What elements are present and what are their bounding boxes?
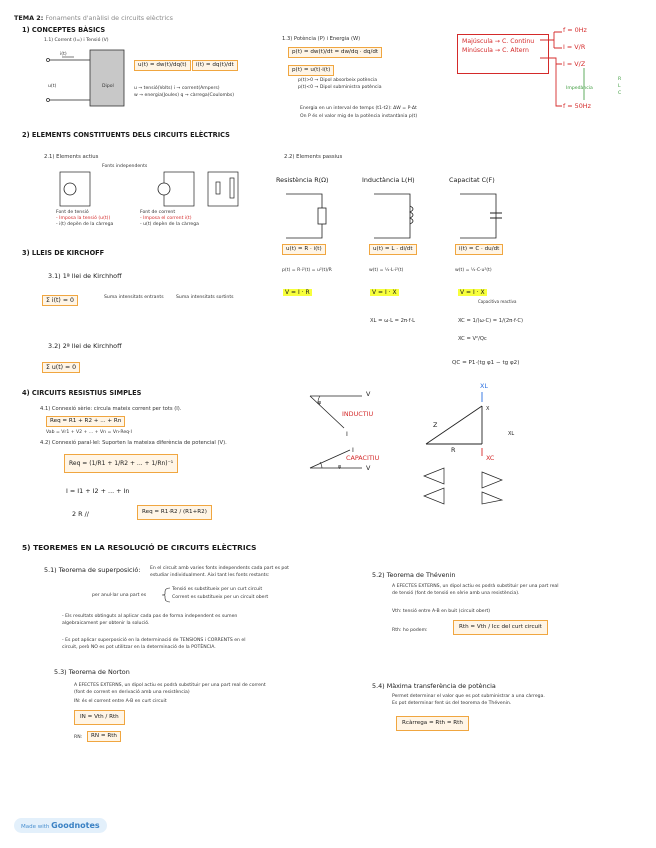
superposition-note-2: algebraicament per obtenir la solució.	[62, 621, 150, 626]
power-box: p(t) = dw(t)/dt = dw/dq · dq/dt	[288, 47, 382, 58]
superposition-lead: per anul·lar una part es	[92, 593, 147, 598]
series-box: Req = R1 + R2 + ... + Rn	[46, 416, 125, 427]
section-2-heading: 2) ELEMENTS CONSTITUENTS DELS CIRCUITS ELÈCTRICS	[22, 131, 230, 139]
resistance-ohm-highlight: V = I · R	[285, 289, 310, 296]
ac-dc-mnemonic-box	[457, 34, 549, 74]
xl-formula: XL = ω·L = 2π·f·L	[370, 318, 416, 324]
norton-title: 5.3) Teorema de Norton	[54, 668, 130, 676]
made-with-text: Made with	[21, 824, 50, 830]
mnemonic-r4: Impedància	[566, 86, 593, 91]
current-source-note-2: - u(t) depèn de la càrrega	[140, 222, 199, 227]
capacitance-title: Capacitat C(F)	[449, 176, 495, 184]
title-prefix: TEMA 2:	[14, 14, 44, 22]
dipol-diagram	[40, 48, 130, 108]
formula-u-box: u(t) = dw(t)/dq(t)	[134, 60, 191, 71]
voltage-source-note-1: - Imposa la tensió (u(t))	[56, 216, 111, 221]
voltage-source-title: Font de tensió	[56, 210, 89, 215]
impedance-triangle	[418, 392, 528, 512]
inductance-title: Inductància L(H)	[362, 176, 415, 184]
superposition-note-1: - Els resultats obtinguts al aplicar cada pas de forma independent es sumen	[62, 614, 238, 619]
kirchhoff-1-text-1: Suma intensitats entrants	[104, 295, 164, 300]
qc-formula: QC = P1·(tg φ1 − tg φ2)	[452, 360, 520, 366]
power-title: 1.3) Potència (P) i Energia (W)	[282, 36, 361, 42]
power-note-2: p(t)<0 → Dipol subministra potència	[298, 85, 382, 90]
max-power-box: Rcàrrega = Rth = Rth	[396, 716, 469, 731]
current-source-title: Font de corrent	[140, 210, 176, 215]
two-resistors-box: Req = R1·R2 / (R1+R2)	[137, 505, 212, 520]
power-box-2: p(t) = u(t)·i(t)	[288, 65, 334, 76]
capacitive-label: CAPACITIU	[346, 454, 380, 462]
capacitance-note: Capacitiva reactiva	[478, 299, 517, 304]
thevenin-vth: Vth: tensió entre A-B en buit (circuit obert)	[392, 609, 491, 614]
mnemonic-rlc: R L C	[618, 77, 622, 96]
capacitance-energy: w(t) = ½·C·u²(t)	[455, 268, 492, 273]
units-legend-2: w → energia(Joules) q → càrrega(Coulombs)	[134, 93, 235, 98]
section-5-heading: 5) TEOREMES EN LA RESOLUCIÓ DE CIRCUITS ELÈCTRICS	[22, 543, 257, 552]
mnemonic-r2: I = V/R	[563, 43, 586, 51]
inductance-formula-box: u(t) = L · di/dt	[369, 244, 417, 255]
xc-formula-2: XC = V²/Qc	[458, 336, 487, 342]
dipol-label: Dipol	[102, 84, 114, 89]
norton-in-box: IN = Vth / Rth	[74, 710, 125, 725]
superposition-a: Tensió es substitueix per un curt circuit	[172, 587, 263, 592]
v-capacitive: V	[366, 464, 371, 472]
inductive-label: INDUCTIU	[342, 410, 374, 418]
thevenin-line-2: de tensió (font de tensió en sèrie amb una resistència).	[392, 591, 520, 596]
parallel-box: Req = (1/R1 + 1/R2 + ... + 1/Rn)⁻¹	[64, 454, 178, 473]
norton-line-2: (font de corrent en derivació amb una resistència)	[74, 690, 190, 695]
capacitance-formula-box: i(t) = C · du/dt	[455, 244, 503, 255]
superposition-desc-2: estudiar individualment. Així tant les fonts restants:	[150, 573, 270, 578]
section-1-1-sub: 1.1) Corrent (I=) i Tensió (V)	[44, 38, 109, 43]
x-label: X	[486, 406, 490, 412]
mnemonic-line-2: Minúscula → C. Altern	[462, 47, 529, 54]
resistance-formula-box: u(t) = R · i(t)	[282, 244, 326, 255]
indep-sources-label: Fonts independents	[102, 164, 148, 169]
i-capacitive: I	[352, 446, 354, 454]
active-elements-title: 2.1) Elements actius	[44, 154, 99, 160]
two-resistors-label: 2 R //	[72, 510, 89, 518]
current-source-note-1: - Imposa el corrent i(t)	[140, 216, 192, 221]
norton-in: IN: és el corrent entre A-B en curt circuit	[74, 699, 167, 704]
thevenin-line-1: A EFECTES EXTERNS, un dipol actiu es podrà substituir per una part real	[392, 584, 559, 589]
energy-line-2: On P és el valor mig de la potència instantània p(t)	[300, 114, 418, 119]
parallel-title: 4.2) Connexió paral·lel: Suporten la mateixa diferència de potencial (V).	[40, 440, 227, 446]
units-legend-1: u → tensió(Volts) i → corrent(Ampers)	[134, 86, 220, 91]
series-voltage: Vab = Vr1 + V2 + ... + Vn = Vn·Req·I	[46, 430, 132, 435]
thevenin-rth-box: Rth = Vth / Icc del curt circuit	[453, 620, 548, 635]
superposition-note-3: - Es pot aplicar superposició en la determinació de TENSIONS i CORRENTS en el	[62, 638, 246, 643]
max-power-title: 5.4) Màxima transferència de potència	[372, 682, 496, 690]
v-inductive: V	[366, 390, 371, 398]
max-power-line-2: Es pot determinar fent ús del teorema de Thévenin.	[392, 701, 512, 706]
power-note-1: p(t)>0 → Dipol absorbeix potència	[298, 78, 378, 83]
resistance-power: p(t) = R·i²(t) = u²(t)/R	[282, 268, 332, 273]
passive-elements-diagram	[282, 188, 542, 244]
r-label: R	[451, 446, 456, 454]
formula-i-box: i(t) = dq(t)/dt	[192, 60, 238, 71]
z-label: Z	[433, 421, 438, 429]
energy-line-1: Energia en un interval de temps (t1-t2): ΔW = P·Δt	[300, 106, 417, 111]
section-3-heading: 3) LLEIS DE KIRCHOFF	[22, 249, 105, 257]
goodnotes-badge	[14, 818, 107, 833]
superposition-brace	[162, 587, 172, 603]
xc-label: XC	[486, 454, 495, 462]
goodnotes-brand: Goodnotes	[51, 821, 100, 830]
inductance-energy: w(t) = ½·L·i²(t)	[369, 268, 404, 273]
xl-label: XL	[480, 382, 488, 390]
norton-rn-label: RN:	[74, 735, 83, 740]
capacitance-ohm-highlight: V = I · X	[460, 289, 485, 296]
section-4-heading: 4) CIRCUITS RESISTIUS SIMPLES	[22, 389, 142, 397]
i-inductive: I	[346, 430, 348, 438]
thevenin-title: 5.2) Teorema de Thévenin	[372, 571, 456, 579]
thevenin-rth-label: Rth: ho podem:	[392, 628, 428, 633]
norton-rn-box: RN = Rth	[87, 731, 121, 742]
mnemonic-arrows	[540, 28, 600, 112]
passive-elements-title: 2.2) Elements passius	[284, 154, 343, 160]
xl-label-2: XL	[508, 431, 515, 437]
voltage-source-note-2: - i(t) depèn de la càrrega	[56, 222, 114, 227]
mnemonic-r3: I = V/Z	[563, 60, 586, 68]
max-power-line-1: Permet determinar el valor que es pot subministrar a una càrrega.	[392, 694, 545, 699]
superposition-desc-1: En el circuit amb varies fonts independents cada part es pot	[150, 566, 289, 571]
inductance-ohm-highlight: V = I · X	[372, 289, 397, 296]
kirchhoff-1-box: Σ i(t) = 0	[42, 295, 78, 306]
section-1-heading: 1) CONCEPTES BÀSICS	[22, 26, 106, 34]
title-text: Fonaments d'anàlisi de circuits elèctrics	[45, 14, 173, 22]
xc-formula: XC = 1/(ω·C) = 1/(2π·f·C)	[458, 318, 524, 324]
kirchhoff-2-title: 3.2) 2ª llei de Kirchhoff	[48, 342, 122, 350]
kirchhoff-1-text-2: Suma intensitats sortints	[176, 295, 234, 300]
resistance-title: Resistència R(Ω)	[276, 176, 329, 184]
kirchhoff-1-title: 3.1) 1ª llei de Kirchhoff	[48, 272, 122, 280]
mnemonic-r1: f = 0Hz	[563, 26, 587, 34]
parallel-current: I = I1 + I2 + ... + In	[66, 487, 130, 495]
mnemonic-r5: f = 50Hz	[563, 102, 591, 110]
superposition-b: Corrent es substitueix per un circuit obert	[172, 595, 269, 600]
mnemonic-line-1: Majúscula → C. Continu	[462, 38, 535, 45]
superposition-note-4: circuit, però NO es pot utilitzar en la determinació de la POTÈNCIA.	[62, 645, 216, 650]
i-label: i(t)	[60, 52, 67, 57]
superposition-title: 5.1) Teorema de superposició:	[44, 566, 141, 574]
series-title: 4.1) Connexió sèrie: circula mateix corrent per tots (I).	[40, 406, 182, 412]
u-label: u(t)	[48, 84, 57, 89]
page-title	[14, 14, 173, 22]
phi-capacitive: φ	[338, 464, 342, 470]
active-sources-diagram	[56, 168, 256, 210]
phi-inductive: φ	[318, 400, 322, 406]
kirchhoff-2-box: Σ u(t) = 0	[42, 362, 80, 373]
norton-line-1: A EFECTES EXTERNS, un dipol actiu es podrà substituir per una part real de corrent	[74, 683, 266, 688]
